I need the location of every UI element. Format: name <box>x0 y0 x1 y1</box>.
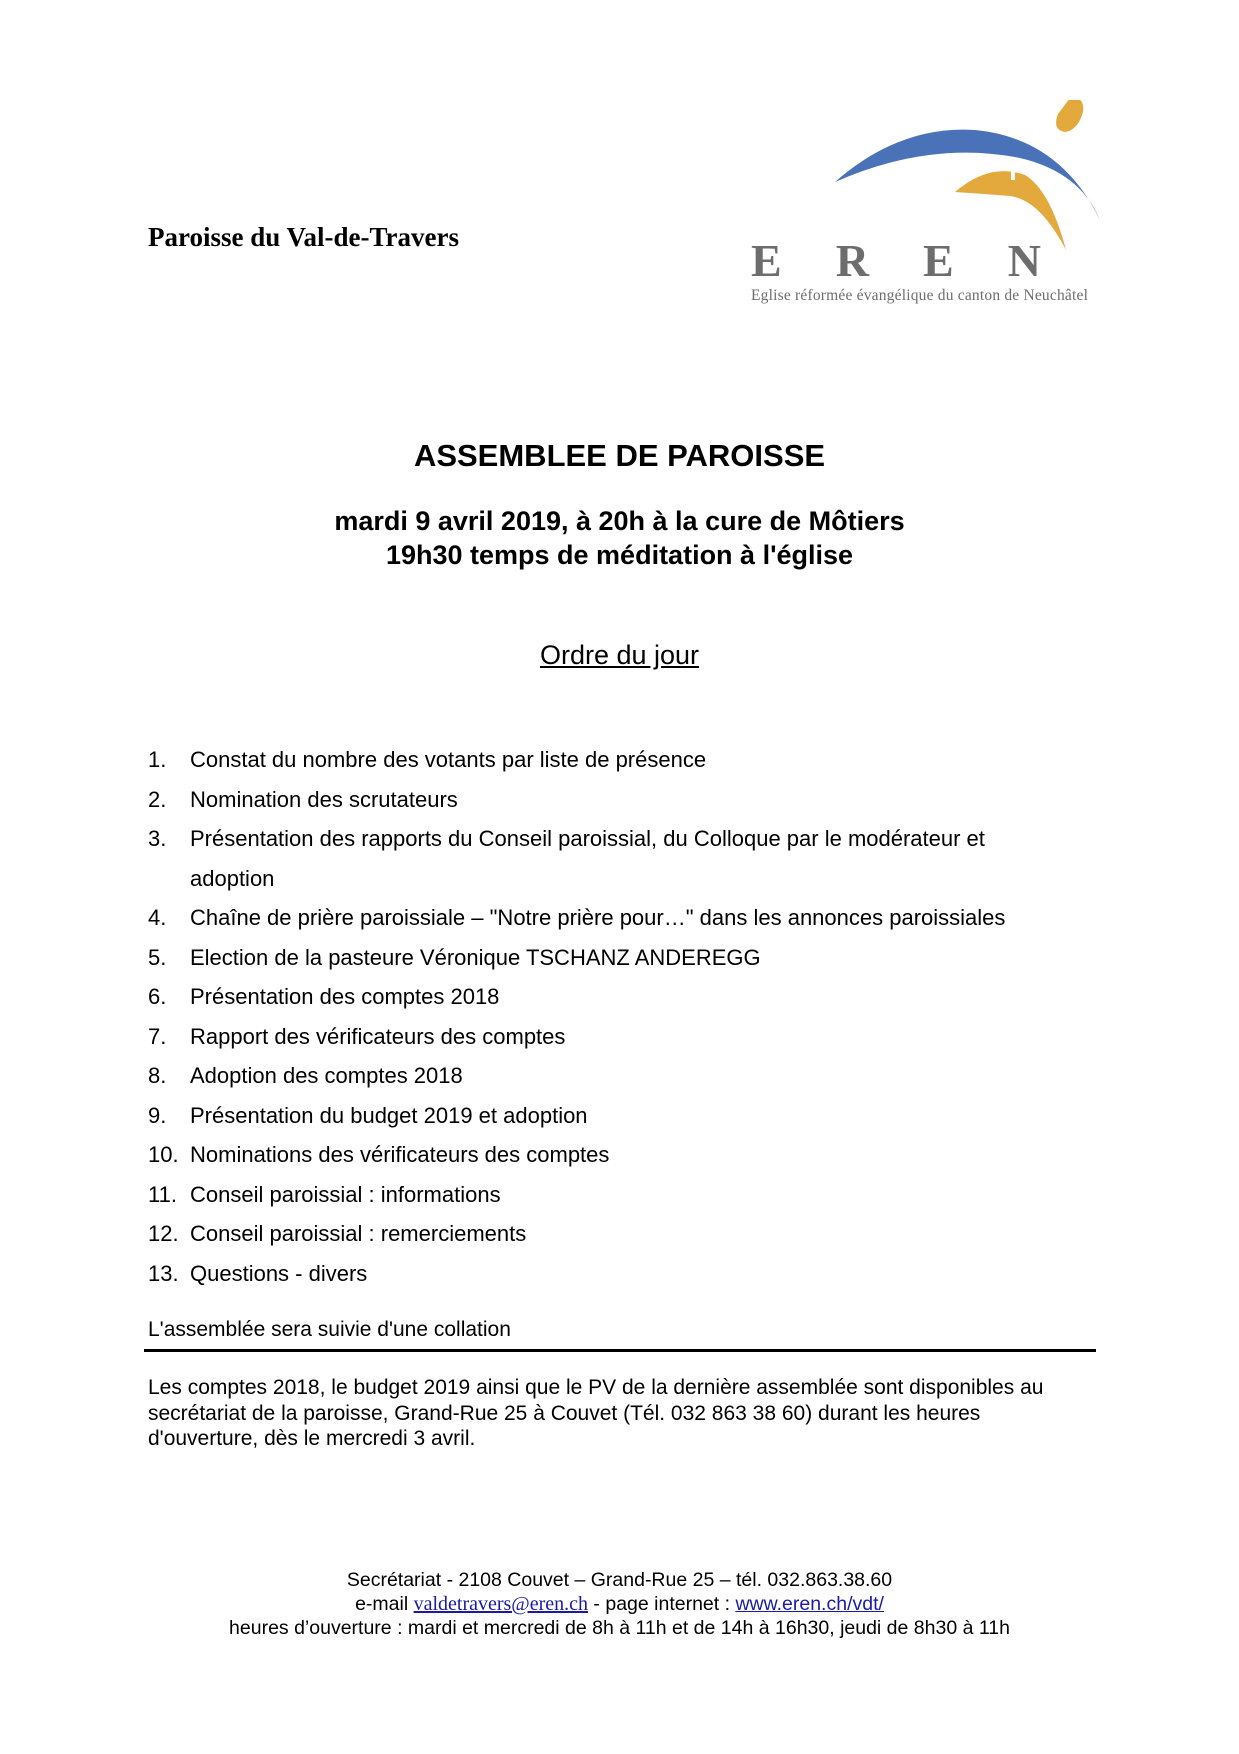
eren-letter: E <box>751 235 782 286</box>
agenda-item-text: Rapport des vérificateurs des comptes <box>190 1023 566 1049</box>
agenda-item <box>148 938 1068 978</box>
logo-blue-arc <box>835 130 1100 220</box>
agenda-item-text: Présentation du budget 2019 et adoption <box>190 1102 588 1128</box>
agenda-item <box>148 1135 1068 1175</box>
agenda-item-text: Chaîne de prière paroissiale – "Notre prière pour…" dans les annonces paroissiales <box>190 905 1006 930</box>
agenda-item-number: 12. <box>148 1221 179 1246</box>
logo-cross-horizontal <box>1005 167 1021 171</box>
agenda-item <box>148 1254 1068 1294</box>
agenda-item <box>148 819 1068 898</box>
agenda-item-number: 4. <box>148 905 167 930</box>
agenda-item <box>148 898 1068 938</box>
agenda-item-text: Nomination des scrutateurs <box>190 786 458 812</box>
agenda-item-number: 6. <box>148 984 167 1009</box>
agenda-item-text: Présentation des comptes 2018 <box>190 984 500 1009</box>
collation-note: L'assemblée sera suivie d'une collation <box>148 1318 511 1341</box>
email-link[interactable]: valdetravers@eren.ch <box>413 1593 589 1615</box>
agenda-item-number: 10. <box>148 1142 179 1167</box>
agenda-item <box>148 1175 1068 1215</box>
footer-opening-hours: heures d’ouverture : mardi et mercredi de 8h à 11h et de 14h à 16h30, jeudi de 8h30 à 11h <box>229 1617 1010 1639</box>
agenda-item <box>148 977 1068 1017</box>
agenda-item-number: 9. <box>148 1102 167 1128</box>
eren-subtitle: Eglise réformée évangélique du canton de Neuchâtel <box>751 287 1089 304</box>
agenda-item-text: Présentation des rapports du Conseil paroissial, du Colloque par le modérateur et adoption <box>190 826 985 891</box>
agenda-item-text: Constat du nombre des votants par liste de présence <box>190 747 707 772</box>
agenda-list <box>148 740 1068 1293</box>
agenda-item-text: Questions - divers <box>190 1260 368 1286</box>
agenda-item <box>148 1096 1068 1136</box>
agenda-item-text: Conseil paroissial : remerciements <box>190 1221 527 1246</box>
documents-note: Les comptes 2018, le budget 2019 ainsi que le PV de la dernière assemblée sont disponibles au secrétariat de la paroisse, Grand-Rue 25 à Couvet (Tél. 032 863 38 60) durant les heures d'ouverture, dès le mercredi 3 avril. <box>148 1376 1044 1450</box>
eren-letter: R <box>835 235 869 286</box>
agenda-item-text: Nominations des vérificateurs des comptes <box>190 1142 610 1167</box>
agenda-item <box>148 780 1068 820</box>
agenda-title: Ordre du jour <box>539 640 700 670</box>
agenda-item <box>148 740 1068 780</box>
meeting-date: mardi 9 avril 2019, à 20h à la cure de Môtiers <box>334 506 905 536</box>
agenda-item-number: 8. <box>148 1063 167 1088</box>
eren-letter: E <box>923 235 954 286</box>
agenda-item-number: 2. <box>148 786 167 812</box>
website-link[interactable]: www.eren.ch/vdt/ <box>735 1593 884 1615</box>
agenda-item-number: 11. <box>148 1181 177 1207</box>
email-label: e-mail <box>355 1593 414 1615</box>
meditation-time: 19h30 temps de méditation à l'église <box>385 540 854 570</box>
eren-wordmark <box>751 234 1041 287</box>
web-label: - page internet : <box>588 1593 736 1615</box>
agenda-item-text: Conseil paroissial : informations <box>190 1181 501 1207</box>
footer-contact <box>0 1592 1239 1616</box>
footer-address: Secrétariat - 2108 Couvet – Grand-Rue 25 – tél. 032.863.38.60 <box>346 1569 893 1591</box>
agenda-item-number: 1. <box>148 747 167 772</box>
agenda-item <box>148 1017 1068 1057</box>
horizontal-divider <box>144 1349 1096 1352</box>
agenda-item-number: 3. <box>148 826 167 851</box>
agenda-item-text: Election de la pasteure Véronique TSCHANZ ANDEREGG <box>190 944 761 970</box>
agenda-item-number: 5. <box>148 944 167 970</box>
agenda-item-number: 7. <box>148 1023 167 1049</box>
document-title: ASSEMBLEE DE PAROISSE <box>413 438 826 473</box>
eren-letter: N <box>1007 235 1041 286</box>
agenda-item <box>148 1056 1068 1096</box>
agenda-item-number: 13. <box>148 1260 179 1286</box>
parish-name: Paroisse du Val-de-Travers <box>148 222 460 252</box>
agenda-item-text: Adoption des comptes 2018 <box>190 1063 463 1088</box>
agenda-item <box>148 1214 1068 1254</box>
logo-orange-drop <box>1056 100 1083 132</box>
